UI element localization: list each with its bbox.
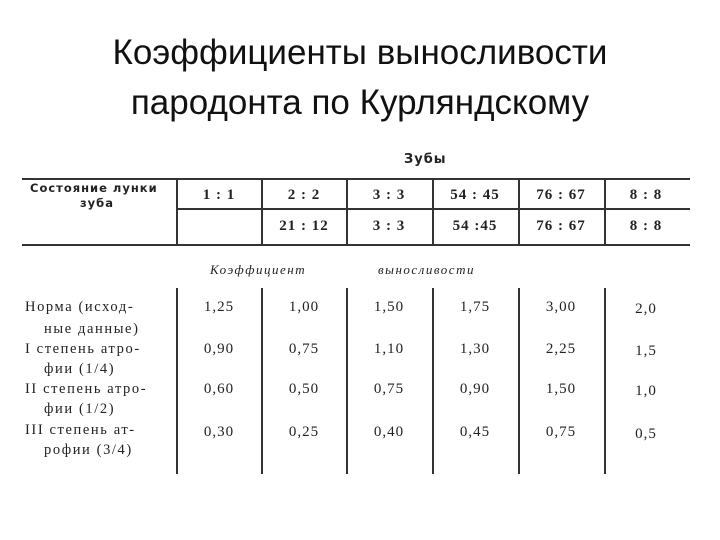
title-line-2: пародонта по Курляндскому (130, 83, 590, 122)
hdr2-col6: 8 : 8 (629, 218, 663, 234)
body-vline-2 (261, 288, 263, 474)
row4-val-6: 0,5 (635, 426, 657, 442)
row1-val-6: 2,0 (635, 301, 657, 317)
coef-label-2: выносливости (378, 262, 475, 277)
row1-val-5: 3,00 (545, 299, 577, 315)
hdr-vline-5 (518, 178, 520, 244)
body-vline-4 (432, 288, 434, 474)
group-header: Зубы (404, 152, 447, 167)
coef-label-1: Коэффициент (210, 262, 307, 277)
hdr-vline-4 (432, 178, 434, 244)
row3-val-2: 0,50 (288, 381, 320, 397)
row2-label-1: I степень атро- (25, 341, 141, 357)
row2-val-2: 0,75 (288, 341, 320, 357)
row1-val-3: 1,50 (373, 299, 405, 315)
hdr-vline-3 (346, 178, 348, 244)
hdr1-col1: 1 : 1 (202, 187, 236, 203)
row4-val-1: 0,30 (203, 424, 235, 440)
row2-val-1: 0,90 (203, 341, 235, 357)
row1-val-1: 1,25 (203, 299, 235, 315)
row3-val-4: 0,90 (459, 381, 491, 397)
row4-val-5: 0,75 (545, 424, 577, 440)
row1-label-1: Норма (исход- (25, 299, 135, 315)
hdr1-col3: 3 : 3 (372, 187, 406, 203)
row4-val-3: 0,40 (373, 424, 405, 440)
row2-val-3: 1,10 (373, 341, 405, 357)
hdr2-col5: 76 : 67 (536, 218, 586, 234)
body-vline-1 (176, 288, 178, 474)
row4-label-2: рофии (3/4) (44, 442, 133, 458)
hdr1-col2: 2 : 2 (287, 187, 321, 203)
rule-header-bottom (22, 244, 690, 246)
row3-val-5: 1,50 (545, 381, 577, 397)
row-header-line-2: зуба (80, 196, 114, 210)
row-header-line-1: Состояние лунки (30, 181, 158, 195)
hdr2-col3: 3 : 3 (372, 218, 406, 234)
row1-val-2: 1,00 (288, 299, 320, 315)
hdr2-col4: 54 :45 (452, 218, 498, 234)
hdr1-col5: 76 : 67 (536, 187, 586, 203)
row2-val-4: 1,30 (459, 341, 491, 357)
hdr2-col2: 21 : 12 (279, 218, 329, 234)
row3-val-6: 1,0 (635, 383, 657, 399)
rule-mid (177, 208, 690, 210)
hdr1-col4: 54 : 45 (450, 187, 500, 203)
rule-top (22, 178, 690, 180)
row2-val-5: 2,25 (545, 341, 577, 357)
body-vline-3 (346, 288, 348, 474)
body-vline-5 (518, 288, 520, 474)
row3-val-1: 0,60 (203, 381, 235, 397)
row3-label-2: фии (1/2) (44, 401, 116, 417)
row4-val-4: 0,45 (459, 424, 491, 440)
row1-val-4: 1,75 (459, 299, 491, 315)
hdr-vline-2 (261, 178, 263, 244)
title-line-1: Коэффициенты выносливости (112, 33, 608, 72)
hdr1-col6: 8 : 8 (629, 187, 663, 203)
row3-label-1: II степень атро- (25, 381, 148, 397)
row1-label-2: ные данные) (44, 321, 140, 337)
row4-val-2: 0,25 (288, 424, 320, 440)
row2-label-2: фии (1/4) (44, 361, 116, 377)
row2-val-6: 1,5 (635, 343, 657, 359)
hdr-vline-1 (176, 178, 178, 244)
row3-val-3: 0,75 (373, 381, 405, 397)
row4-label-1: III степень ат- (25, 422, 136, 438)
